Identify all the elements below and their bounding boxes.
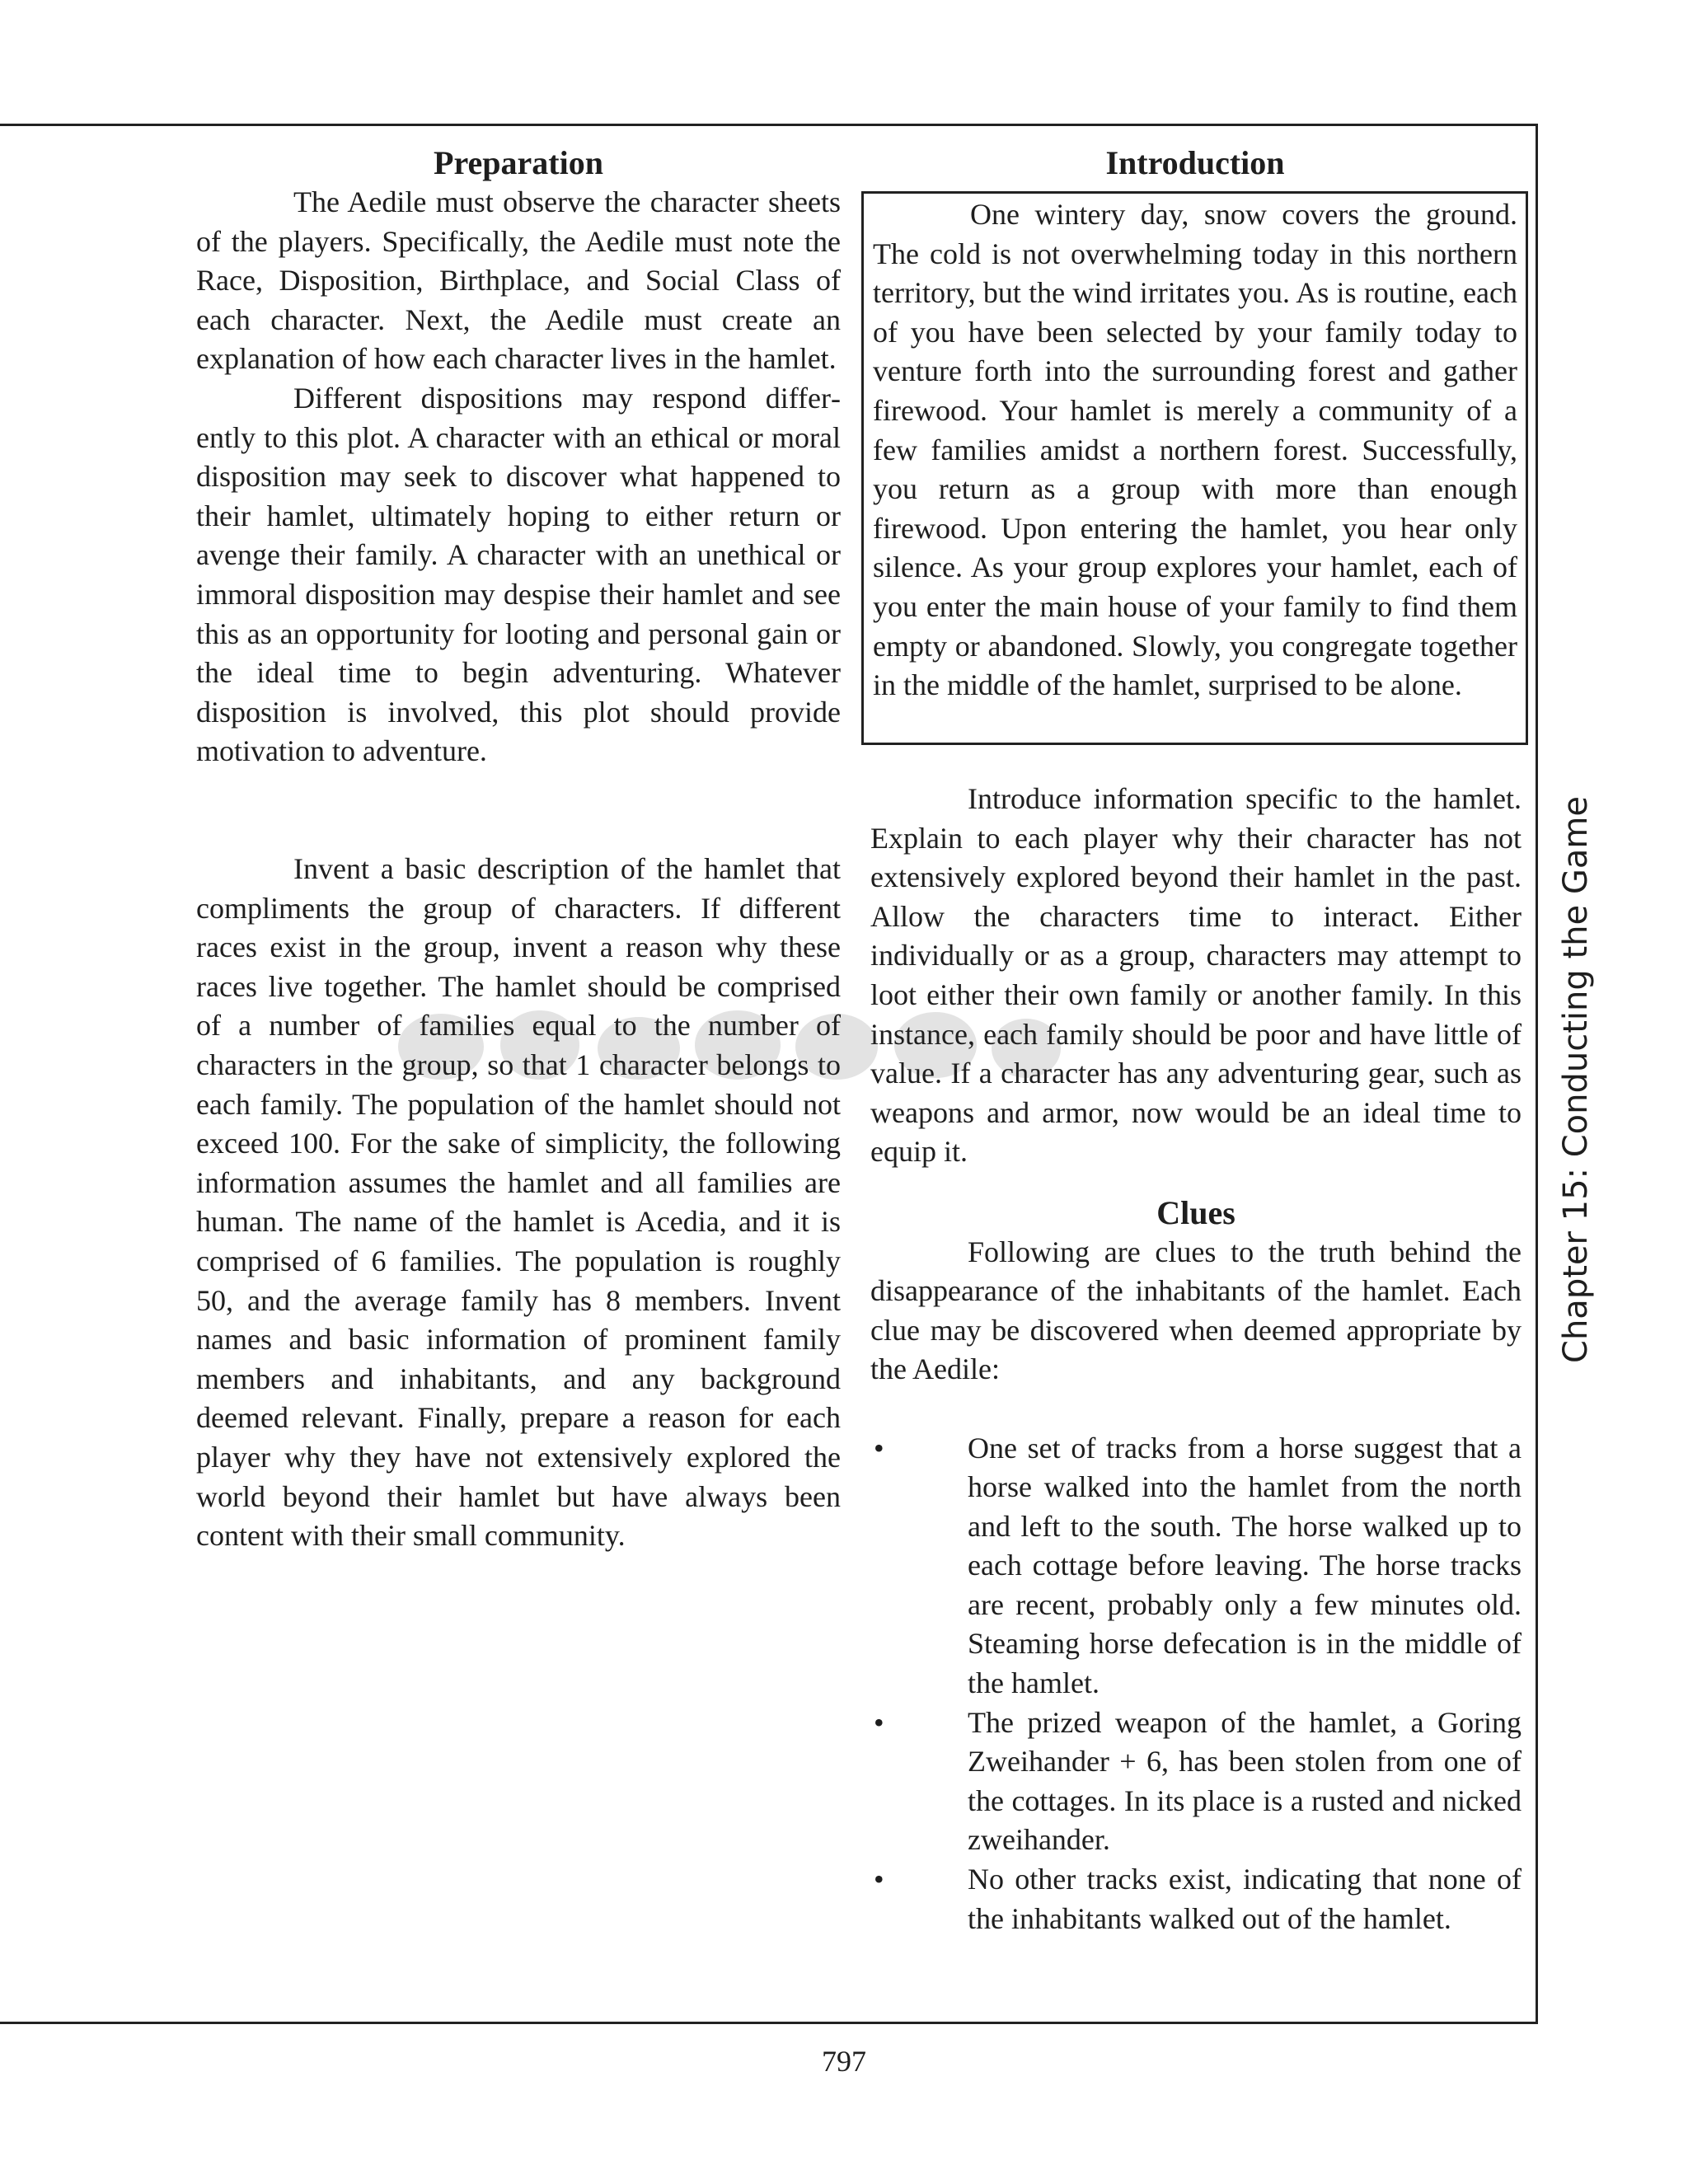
preparation-paragraph-2: Different dispositions may respond differently to this plot. A character with an ethical or moral disposition may seek to discover what happened to their hamlet, ultimately hoping to either return or avenge their family. A character with an unethical or immoral disposition may despise their hamlet and see this as an opportunity for looting and personal gain or the ideal time to begin adventuring. Whatever disposition is involved, this plot should provide motivation to adventure. [196, 381, 841, 768]
left-column [196, 183, 841, 1556]
clue-item [870, 1704, 1522, 1860]
clue-text: The prized weapon of the hamlet, a Goring Zweihander + 6, has been stolen from one of the cottages. In its place is a rusted and nicked zweihander. [968, 1705, 1522, 1857]
read-aloud-text: One wintery day, snow covers the ground. The cold is not overwhelming today in this northern territory, but the wind irritates you. As is routine, each of you have been selected by your family today to venture forth into the surrounding forest and gather firewood. Your hamlet is merely a community of a few families amidst a northern forest. Successfully, you return as a group with more than enough firewood. Upon entering the hamlet, you hear only silence. As your group explores your hamlet, each of you enter the main house of your family to find them empty or abandoned. Slowly, you congregate together in the middle of the hamlet, surprised to be alone. [873, 198, 1517, 702]
bullet-icon: • [874, 1705, 884, 1739]
clues-heading: Clues [1156, 1193, 1236, 1231]
clue-item [870, 1860, 1522, 1938]
clue-item [870, 1429, 1522, 1704]
read-aloud-box [861, 191, 1528, 745]
preparation-heading: Preparation [434, 144, 603, 181]
clue-text: No other tracks exist, indicating that none of the inhabitants walked out of the hamlet. [968, 1863, 1522, 1935]
chapter-tab: Chapter 15: Conducting the Game [1557, 796, 1595, 1363]
right-column [870, 780, 1522, 1938]
preparation-paragraph-3: Invent a basic description of the hamlet that compliments the group of characters. If different races exist in the group, invent a reason why these races live together. The hamlet should be comprised of a number of families equal to the number of characters in the group, so that 1 character belongs to each family. The population of the hamlet should not exceed 100. For the sake of simplicity, the following information assumes the hamlet and all families are human. The name of the hamlet is Acedia, and it is comprised of 6 families. The population is roughly 50, and the average family has 8 members. Invent names and basic information of prominent family members and inhabitants, and any background deemed relevant. Finally, prepare a reason for each player why they have not extensively explored the world beyond their hamlet but have always been content with their small community. [196, 852, 841, 1553]
introduction-heading: Introduction [1105, 144, 1285, 181]
clues-intro: Following are clues to the truth behind the disappearance of the inhabitants of the hamlet. Each clue may be discovered when deemed appropriate by the Aedile: [870, 1235, 1522, 1386]
bullet-icon: • [874, 1431, 884, 1465]
page-number: 797 [822, 2045, 866, 2078]
preparation-paragraph-1: The Aedile must observe the character sheets of the players. Specifically, the Aedile must note the Race, Disposition, Birthplace, and Social Class of each character. Next, the Aedile must create an explanation of how each character lives in the hamlet. [196, 185, 841, 376]
bullet-icon: • [874, 1863, 884, 1896]
introduction-paragraph: Introduce information specific to the hamlet. Explain to each player why their character has not extensively explored beyond their hamlet in the past. Allow the characters time to interact. Either individually or as a group, characters may attempt to loot either their own family or another family. In this instance, each family should be poor and have little of value. If a character has any adventuring gear, such as weapons and armor, now would be an ideal time to equip it. [870, 782, 1522, 1169]
clue-text: One set of tracks from a horse suggest that a horse walked into the hamlet from the north and left to the south. The horse walked up to each cottage before leaving. The horse tracks are recent, probably only a few minutes old. Steaming horse defecation is in the middle of the hamlet. [968, 1431, 1522, 1700]
